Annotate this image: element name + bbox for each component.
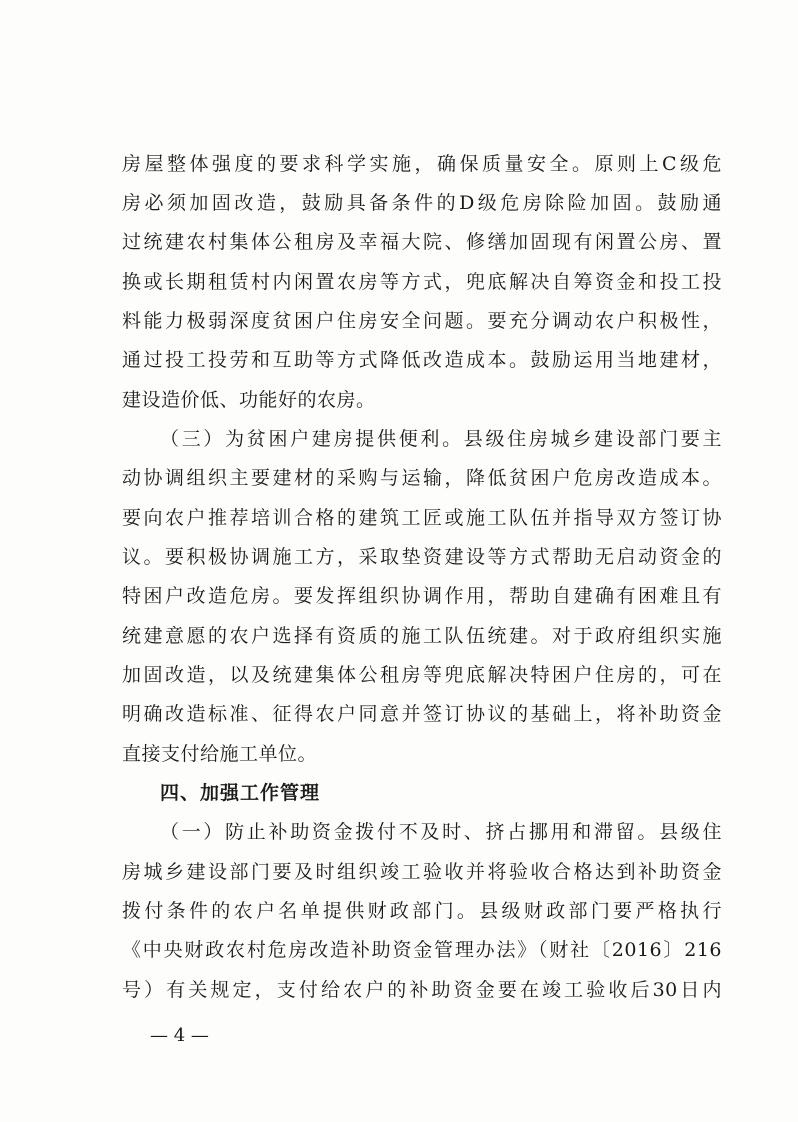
paragraph-2-line-4: 议。要积极协调施工方，采取垫资建设等方式帮助无启动资金的 [122,546,722,568]
paragraph-1-line-3: 过统建农村集体公租房及幸福大院、修缮加固现有闲置公房、置 [122,231,722,253]
paragraph-2-line-6: 统建意愿的农户选择有资质的施工队伍统建。对于政府组织实施 [122,625,722,647]
paragraph-3-line-2: 房城乡建设部门要及时组织竣工验收并将验收合格达到补助资金 [122,861,722,883]
paragraph-3-line-1: （一）防止补助资金拨付不及时、挤占挪用和滞留。县级住 [160,821,722,843]
paragraph-2-line-5: 特困户改造危房。要发挥组织协调作用，帮助自建确有困难且有 [122,585,722,607]
paragraph-2-line-1: （三）为贫困户建房提供便利。县级住房城乡建设部门要主 [160,428,722,450]
paragraph-2-line-3: 要向农户推荐培训合格的建筑工匠或施工队伍并指导双方签订协 [122,507,722,529]
paragraph-2-line-9: 直接支付给施工单位。 [122,743,318,765]
paragraph-1-line-2: 房必须加固改造，鼓励具备条件的D级危房除险加固。鼓励通 [122,192,722,214]
paragraph-1-line-7: 建设造价低、功能好的农房。 [122,389,376,411]
paragraph-2-line-2: 动协调组织主要建材的采购与运输，降低贫困户危房改造成本。 [122,467,722,489]
paragraph-3-line-3: 拨付条件的农户名单提供财政部门。县级财政部门要严格执行 [122,900,722,922]
paragraph-3-line-5: 号）有关规定，支付给农户的补助资金要在竣工验收后30日内 [122,979,722,1001]
paragraph-3-line-4: 《中央财政农村危房改造补助资金管理办法》（财社〔2016〕216 [122,939,722,961]
page-number: — 4 — [150,1025,209,1046]
paragraph-1-line-1: 房屋整体强度的要求科学实施，确保质量安全。原则上C级危 [122,153,722,175]
paragraph-1-line-6: 通过投工投劳和互助等方式降低改造成本。鼓励运用当地建材， [122,349,722,371]
paragraph-1-line-5: 料能力极弱深度贫困户住房安全问题。要充分调动农户积极性， [122,310,722,332]
paragraph-1-line-4: 换或长期租赁村内闲置农房等方式，兜底解决自筹资金和投工投 [122,271,722,293]
paragraph-2-line-8: 明确改造标准、征得农户同意并签订协议的基础上，将补助资金 [122,703,722,725]
section-heading: 四、加强工作管理 [160,782,321,804]
paragraph-2-line-7: 加固改造，以及统建集体公租房等兜底解决特困户住房的，可在 [122,664,722,686]
